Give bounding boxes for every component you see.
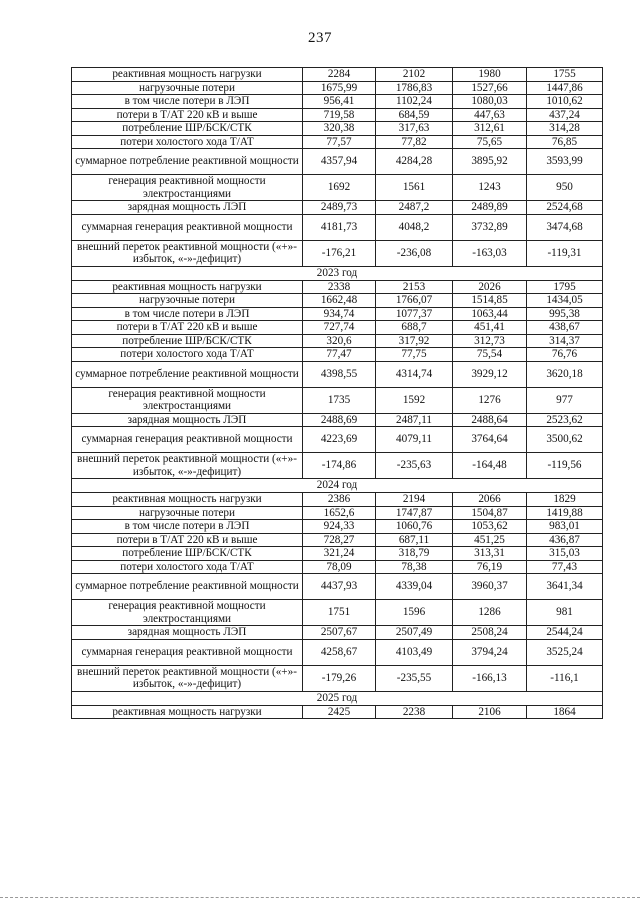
value-cell: 2487,2: [376, 201, 453, 215]
table-row: [72, 240, 603, 266]
value-cell: 75,54: [453, 348, 527, 362]
row-label: потребление ШР/БСК/СТК: [72, 122, 303, 136]
value-cell: 688,7: [376, 321, 453, 335]
value-cell: 1786,83: [376, 81, 453, 95]
value-cell: 950: [527, 175, 603, 201]
value-cell: 1766,07: [376, 294, 453, 308]
value-cell: 2066: [453, 493, 527, 507]
value-cell: 77,47: [303, 348, 376, 362]
value-cell: 77,75: [376, 348, 453, 362]
table-row: [72, 334, 603, 348]
row-label: зарядная мощность ЛЭП: [72, 201, 303, 215]
value-cell: 451,41: [453, 321, 527, 335]
value-cell: 1514,85: [453, 294, 527, 308]
row-label: суммарная генерация реактивной мощности: [72, 639, 303, 665]
row-label: нагрузочные потери: [72, 294, 303, 308]
value-cell: 436,87: [527, 533, 603, 547]
value-cell: 76,19: [453, 560, 527, 574]
value-cell: 1652,6: [303, 506, 376, 520]
value-cell: 1434,05: [527, 294, 603, 308]
row-label: в том числе потери в ЛЭП: [72, 95, 303, 109]
value-cell: 2507,67: [303, 626, 376, 640]
value-cell: 2489,73: [303, 201, 376, 215]
value-cell: 2194: [376, 493, 453, 507]
value-cell: 78,38: [376, 560, 453, 574]
table-row: [72, 68, 603, 82]
value-cell: 4357,94: [303, 149, 376, 175]
table-row: [72, 214, 603, 240]
value-cell: 320,6: [303, 334, 376, 348]
value-cell: 4284,28: [376, 149, 453, 175]
value-cell: 4398,55: [303, 361, 376, 387]
value-cell: 956,41: [303, 95, 376, 109]
row-label: реактивная мощность нагрузки: [72, 68, 303, 82]
year-header-row: [72, 479, 603, 493]
value-cell: 321,24: [303, 547, 376, 561]
value-cell: 1980: [453, 68, 527, 82]
value-cell: 1063,44: [453, 307, 527, 321]
table-body: [72, 68, 603, 719]
table-row: [72, 639, 603, 665]
value-cell: 1829: [527, 493, 603, 507]
table-row: [72, 149, 603, 175]
value-cell: 1053,62: [453, 520, 527, 534]
row-label: суммарное потребление реактивной мощности: [72, 149, 303, 175]
value-cell: 451,25: [453, 533, 527, 547]
value-cell: 3593,99: [527, 149, 603, 175]
value-cell: 77,82: [376, 135, 453, 149]
value-cell: 1447,86: [527, 81, 603, 95]
value-cell: 1662,48: [303, 294, 376, 308]
reactive-power-table: [71, 67, 603, 719]
value-cell: 2338: [303, 280, 376, 294]
value-cell: 4048,2: [376, 214, 453, 240]
value-cell: 3474,68: [527, 214, 603, 240]
table-row: [72, 294, 603, 308]
value-cell: 3960,37: [453, 574, 527, 600]
value-cell: 314,37: [527, 334, 603, 348]
value-cell: 437,24: [527, 108, 603, 122]
value-cell: 1747,87: [376, 506, 453, 520]
row-label: нагрузочные потери: [72, 506, 303, 520]
table-row: [72, 560, 603, 574]
value-cell: 4079,11: [376, 427, 453, 453]
value-cell: 3525,24: [527, 639, 603, 665]
value-cell: 3895,92: [453, 149, 527, 175]
row-label: в том числе потери в ЛЭП: [72, 307, 303, 321]
value-cell: 2524,68: [527, 201, 603, 215]
value-cell: 924,33: [303, 520, 376, 534]
value-cell: 983,01: [527, 520, 603, 534]
row-label: потери холостого хода Т/АТ: [72, 560, 303, 574]
table-row: [72, 600, 603, 626]
value-cell: 1286: [453, 600, 527, 626]
year-header: 2025 год: [72, 691, 603, 705]
value-cell: 2487,11: [376, 413, 453, 427]
value-cell: -176,21: [303, 240, 376, 266]
value-cell: 314,28: [527, 122, 603, 136]
value-cell: 76,76: [527, 348, 603, 362]
row-label: потери в Т/АТ 220 кВ и выше: [72, 108, 303, 122]
value-cell: 4437,93: [303, 574, 376, 600]
value-cell: 1276: [453, 387, 527, 413]
value-cell: 2153: [376, 280, 453, 294]
value-cell: -179,26: [303, 665, 376, 691]
table-row: [72, 387, 603, 413]
value-cell: 4181,73: [303, 214, 376, 240]
value-cell: 312,61: [453, 122, 527, 136]
value-cell: 977: [527, 387, 603, 413]
value-cell: 2106: [453, 705, 527, 719]
table-row: [72, 626, 603, 640]
value-cell: 3794,24: [453, 639, 527, 665]
row-label: генерация реактивной мощности электростанциями: [72, 600, 303, 626]
row-label: суммарное потребление реактивной мощности: [72, 361, 303, 387]
value-cell: 1735: [303, 387, 376, 413]
table-row: [72, 413, 603, 427]
row-label: генерация реактивной мощности электростанциями: [72, 387, 303, 413]
row-label: зарядная мощность ЛЭП: [72, 413, 303, 427]
year-header-row: [72, 691, 603, 705]
value-cell: 1692: [303, 175, 376, 201]
row-label: внешний переток реактивной мощности («+»-избыток, «-»-дефицит): [72, 453, 303, 479]
table-row: [72, 122, 603, 136]
value-cell: 1864: [527, 705, 603, 719]
table-row: [72, 175, 603, 201]
value-cell: 1080,03: [453, 95, 527, 109]
value-cell: 77,57: [303, 135, 376, 149]
row-label: в том числе потери в ЛЭП: [72, 520, 303, 534]
value-cell: 317,92: [376, 334, 453, 348]
value-cell: 1527,66: [453, 81, 527, 95]
value-cell: 1751: [303, 600, 376, 626]
table-row: [72, 81, 603, 95]
value-cell: 438,67: [527, 321, 603, 335]
value-cell: 1504,87: [453, 506, 527, 520]
value-cell: 2488,64: [453, 413, 527, 427]
value-cell: -164,48: [453, 453, 527, 479]
table-row: [72, 95, 603, 109]
table-row: [72, 108, 603, 122]
table-row: [72, 361, 603, 387]
value-cell: 4339,04: [376, 574, 453, 600]
page-bottom-divider: [0, 897, 640, 898]
page-number: 237: [308, 30, 332, 46]
value-cell: 318,79: [376, 547, 453, 561]
row-label: потери холостого хода Т/АТ: [72, 135, 303, 149]
value-cell: 2425: [303, 705, 376, 719]
table-row: [72, 533, 603, 547]
row-label: реактивная мощность нагрузки: [72, 493, 303, 507]
table-row: [72, 321, 603, 335]
table-row: [72, 547, 603, 561]
row-label: потери в Т/АТ 220 кВ и выше: [72, 533, 303, 547]
table-row: [72, 135, 603, 149]
row-label: суммарное потребление реактивной мощности: [72, 574, 303, 600]
value-cell: 2508,24: [453, 626, 527, 640]
year-header-row: [72, 266, 603, 280]
value-cell: -174,86: [303, 453, 376, 479]
value-cell: 4103,49: [376, 639, 453, 665]
value-cell: 2489,89: [453, 201, 527, 215]
table-row: [72, 201, 603, 215]
row-label: зарядная мощность ЛЭП: [72, 626, 303, 640]
value-cell: 3641,34: [527, 574, 603, 600]
table-row: [72, 307, 603, 321]
value-cell: 1675,99: [303, 81, 376, 95]
value-cell: 3500,62: [527, 427, 603, 453]
value-cell: 1060,76: [376, 520, 453, 534]
row-label: внешний переток реактивной мощности («+»-избыток, «-»-дефицит): [72, 665, 303, 691]
value-cell: 75,65: [453, 135, 527, 149]
value-cell: -235,63: [376, 453, 453, 479]
row-label: реактивная мощность нагрузки: [72, 705, 303, 719]
value-cell: 1561: [376, 175, 453, 201]
table-row: [72, 493, 603, 507]
table-row: [72, 574, 603, 600]
year-header: 2024 год: [72, 479, 603, 493]
value-cell: 1243: [453, 175, 527, 201]
value-cell: 2102: [376, 68, 453, 82]
table-row: [72, 427, 603, 453]
table-row: [72, 453, 603, 479]
value-cell: -119,31: [527, 240, 603, 266]
table-row: [72, 520, 603, 534]
value-cell: 2026: [453, 280, 527, 294]
value-cell: 78,09: [303, 560, 376, 574]
value-cell: -236,08: [376, 240, 453, 266]
value-cell: 3620,18: [527, 361, 603, 387]
row-label: потребление ШР/БСК/СТК: [72, 547, 303, 561]
value-cell: -163,03: [453, 240, 527, 266]
value-cell: -119,56: [527, 453, 603, 479]
value-cell: 2488,69: [303, 413, 376, 427]
row-label: генерация реактивной мощности электростанциями: [72, 175, 303, 201]
row-label: суммарная генерация реактивной мощности: [72, 214, 303, 240]
table-row: [72, 665, 603, 691]
value-cell: 719,58: [303, 108, 376, 122]
value-cell: 2523,62: [527, 413, 603, 427]
value-cell: -116,1: [527, 665, 603, 691]
value-cell: 3929,12: [453, 361, 527, 387]
value-cell: 1592: [376, 387, 453, 413]
row-label: суммарная генерация реактивной мощности: [72, 427, 303, 453]
row-label: потери холостого хода Т/АТ: [72, 348, 303, 362]
value-cell: -166,13: [453, 665, 527, 691]
value-cell: 2284: [303, 68, 376, 82]
value-cell: 3764,64: [453, 427, 527, 453]
value-cell: 934,74: [303, 307, 376, 321]
row-label: внешний переток реактивной мощности («+»-избыток, «-»-дефицит): [72, 240, 303, 266]
value-cell: 76,85: [527, 135, 603, 149]
table-row: [72, 506, 603, 520]
value-cell: 3732,89: [453, 214, 527, 240]
value-cell: 687,11: [376, 533, 453, 547]
value-cell: 1755: [527, 68, 603, 82]
value-cell: 995,38: [527, 307, 603, 321]
value-cell: 728,27: [303, 533, 376, 547]
table-row: [72, 280, 603, 294]
value-cell: 77,43: [527, 560, 603, 574]
row-label: реактивная мощность нагрузки: [72, 280, 303, 294]
value-cell: 4223,69: [303, 427, 376, 453]
value-cell: 320,38: [303, 122, 376, 136]
value-cell: 4258,67: [303, 639, 376, 665]
value-cell: 1077,37: [376, 307, 453, 321]
value-cell: 1010,62: [527, 95, 603, 109]
value-cell: 313,31: [453, 547, 527, 561]
table-row: [72, 705, 603, 719]
value-cell: 684,59: [376, 108, 453, 122]
value-cell: 2507,49: [376, 626, 453, 640]
value-cell: 4314,74: [376, 361, 453, 387]
row-label: потребление ШР/БСК/СТК: [72, 334, 303, 348]
value-cell: 727,74: [303, 321, 376, 335]
year-header: 2023 год: [72, 266, 603, 280]
value-cell: 312,73: [453, 334, 527, 348]
table-row: [72, 348, 603, 362]
value-cell: 447,63: [453, 108, 527, 122]
value-cell: 1419,88: [527, 506, 603, 520]
value-cell: 1596: [376, 600, 453, 626]
row-label: потери в Т/АТ 220 кВ и выше: [72, 321, 303, 335]
value-cell: 2544,24: [527, 626, 603, 640]
value-cell: 317,63: [376, 122, 453, 136]
value-cell: 981: [527, 600, 603, 626]
value-cell: -235,55: [376, 665, 453, 691]
value-cell: 2386: [303, 493, 376, 507]
value-cell: 315,03: [527, 547, 603, 561]
value-cell: 1102,24: [376, 95, 453, 109]
row-label: нагрузочные потери: [72, 81, 303, 95]
value-cell: 1795: [527, 280, 603, 294]
value-cell: 2238: [376, 705, 453, 719]
